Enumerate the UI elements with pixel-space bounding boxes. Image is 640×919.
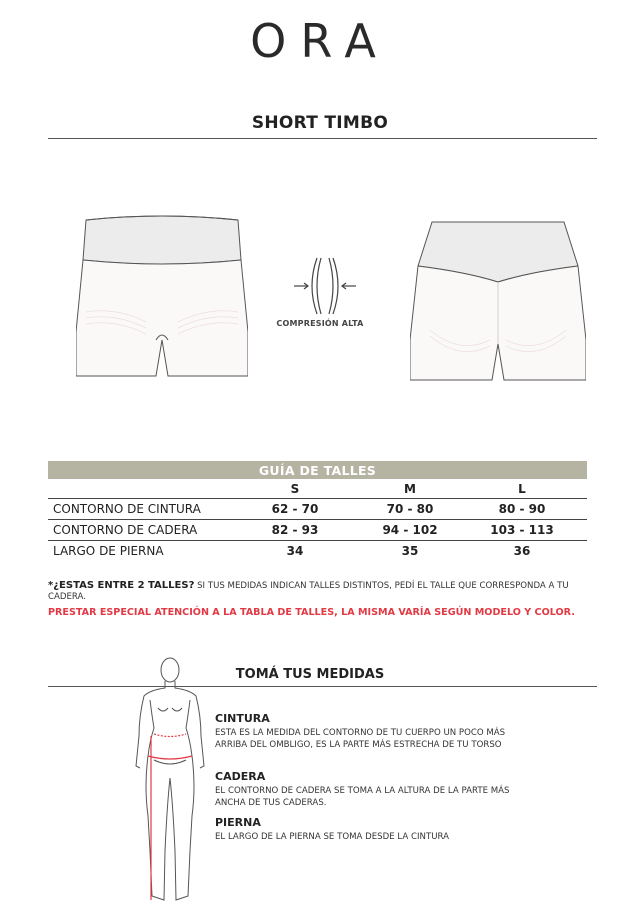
note-bold: *¿ESTAS ENTRE 2 TALLES?	[48, 580, 195, 591]
table-row	[48, 520, 587, 541]
cadera-description: EL CONTORNO DE CADERA SE TOMA A LA ALTURA DE LA PARTE MÁS ANCHA DE TUS CADERAS.	[215, 786, 510, 808]
cell: 34	[286, 544, 304, 558]
cintura-heading: CINTURA	[215, 712, 270, 725]
cell: 94 - 102	[382, 523, 438, 537]
compression-icon	[290, 256, 360, 316]
product-title: SHORT TIMBO	[251, 113, 389, 133]
row-label-cadera: CONTORNO DE CADERA	[53, 523, 198, 537]
table-row	[48, 541, 587, 561]
size-l: L	[518, 482, 526, 496]
cell: 103 - 113	[490, 523, 554, 537]
cell: 82 - 93	[271, 523, 319, 537]
cell: 36	[513, 544, 531, 558]
size-guide-table	[48, 461, 587, 561]
body-figure-illustration	[130, 656, 210, 916]
cell: 70 - 80	[386, 502, 434, 516]
row-label-pierna: LARGO DE PIERNA	[53, 544, 164, 558]
cell: 35	[401, 544, 419, 558]
size-m: M	[404, 482, 416, 496]
shorts-back-illustration	[410, 220, 586, 382]
cadera-heading: CADERA	[215, 770, 266, 783]
size-guide-title: GUÍA DE TALLES	[48, 461, 587, 479]
compression-label: COMPRESIÓN ALTA	[276, 319, 364, 328]
title-divider	[48, 138, 597, 139]
measure-title: TOMÁ TUS MEDIDAS	[235, 667, 385, 682]
pierna-heading: PIERNA	[215, 816, 261, 829]
pierna-description: EL LARGO DE LA PIERNA SE TOMA DESDE LA CINTURA	[215, 832, 450, 842]
note-text: SI TUS MEDIDAS INDICAN TALLES DISTINTOS, PEDÍ EL TALLE QUE CORRESPONDA A TU CADERA.	[48, 581, 569, 602]
warning-text: PRESTAR ESPECIAL ATENCIÓN A LA TABLA DE TALLES, LA MISMA VARÍA SEGÚN MODELO Y COLOR.	[48, 607, 575, 618]
between-sizes-note	[48, 580, 593, 603]
size-header-row	[48, 479, 587, 499]
table-row	[48, 499, 587, 520]
brand-logo: ORA	[250, 14, 390, 68]
size-s: S	[290, 482, 300, 496]
cell: 62 - 70	[271, 502, 319, 516]
cintura-description: ESTA ES LA MEDIDA DEL CONTORNO DE TU CUERPO UN POCO MÁS ARRIBA DEL OMBLIGO, ES LA PARTE MÁS ESTRECHA DE TU TORSO	[215, 728, 506, 750]
cell: 80 - 90	[498, 502, 546, 516]
shorts-front-illustration	[76, 212, 248, 388]
row-label-cintura: CONTORNO DE CINTURA	[53, 502, 201, 516]
